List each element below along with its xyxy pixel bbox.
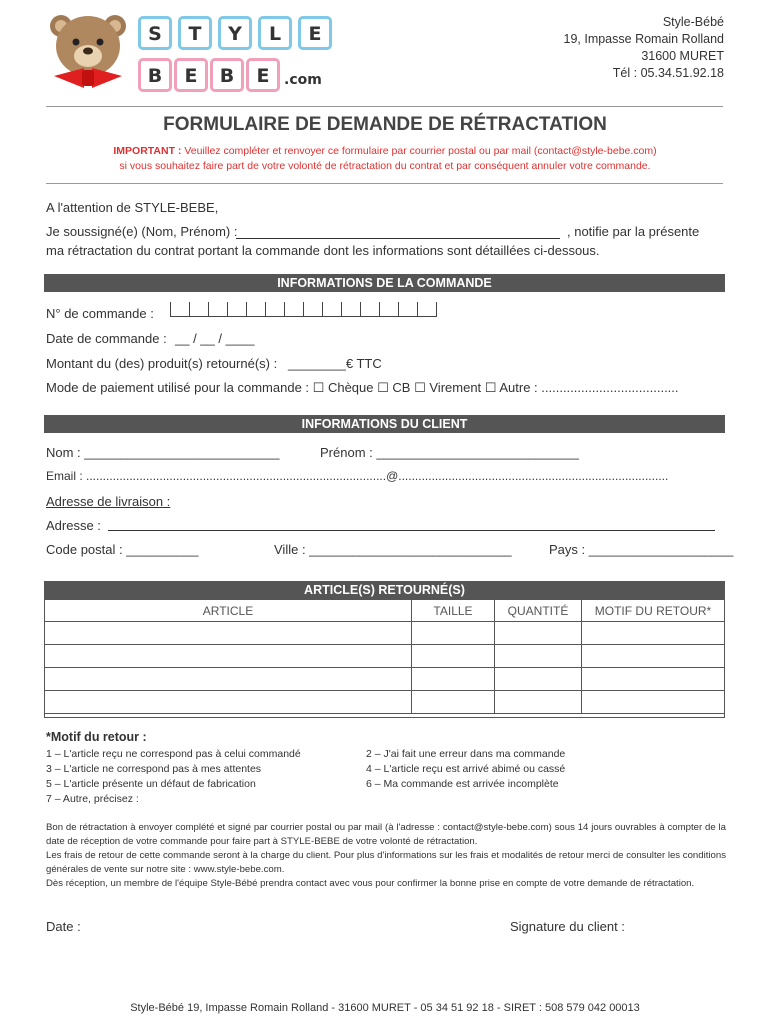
logo-letter-tile: Y [218, 16, 252, 50]
article-cell[interactable] [45, 645, 412, 668]
page-footer: Style-Bébé 19, Impasse Romain Rolland - 31600 MURET - 05 34 51 92 18 - SIRET : 508 579 042 00013 [130, 1002, 640, 1014]
company-street: 19, Impasse Romain Rolland [563, 32, 724, 46]
attention-text: A l'attention de STYLE-BEBE, [46, 200, 219, 215]
client-last-name-field[interactable]: Nom : ___________________________ [46, 445, 280, 460]
reason-item: 7 – Autre, précisez : [46, 793, 139, 805]
address-label: Adresse : [46, 518, 101, 533]
reason-item: 1 – L'article reçu ne correspond pas à celui commandé [46, 748, 301, 760]
client-first-name-field[interactable]: Prénom : ____________________________ [320, 445, 579, 460]
notify-text: , notifie par la présente [567, 224, 700, 239]
checkbox-cheque[interactable]: ☐ [312, 380, 325, 395]
client-email-field[interactable]: Email : ..........................................................................................@................................................................................. [46, 469, 669, 483]
article-cell[interactable] [495, 691, 582, 714]
amount-label: Montant du (des) produit(s) retourné(s) : [46, 356, 278, 371]
payment-option-autre: Autre : ...................................... [499, 380, 679, 395]
reason-item: 5 – L'article présente un défaut de fabrication [46, 778, 256, 790]
country-field[interactable]: Pays : ____________________ [549, 542, 734, 557]
article-row [45, 622, 725, 645]
undersigned-name-field[interactable] [236, 224, 560, 239]
company-name: Style-Bébé [662, 15, 724, 29]
article-cell[interactable] [495, 622, 582, 645]
company-city: 31600 MURET [641, 49, 724, 63]
signature-label: Signature du client : [510, 919, 625, 934]
reasons-heading: *Motif du retour : [46, 730, 147, 744]
article-cell[interactable] [582, 622, 725, 645]
important-notice [0, 144, 770, 174]
logo-letter-tile: B [210, 58, 244, 92]
header-divider [46, 183, 723, 184]
important-label: IMPORTANT : [113, 145, 182, 157]
order-number-boxes[interactable] [170, 302, 437, 317]
logo-letter-tile: E [174, 58, 208, 92]
checkbox-cb[interactable]: ☐ [377, 380, 389, 395]
col-taille: TAILLE [412, 600, 495, 622]
article-row [45, 668, 725, 691]
legal-notice [46, 821, 726, 891]
article-cell[interactable] [582, 645, 725, 668]
client-section-header: INFORMATIONS DU CLIENT [44, 415, 725, 433]
article-cell[interactable] [412, 645, 495, 668]
article-cell[interactable] [582, 691, 725, 714]
logo-letter-tile: T [178, 16, 212, 50]
date-label: Date : [46, 919, 81, 934]
city-field[interactable]: Ville : ____________________________ [274, 542, 512, 557]
postal-code-field[interactable]: Code postal : __________ [46, 542, 199, 557]
important-line2: si vous souhaitez faire part de votre volonté de rétractation du contrat et par conséquent annuler votre commande. [119, 160, 651, 172]
payment-option-cb: CB [392, 380, 411, 395]
article-cell[interactable] [45, 668, 412, 691]
checkbox-virement[interactable]: ☐ [414, 380, 426, 395]
reason-item: 4 – L'article reçu est arrivé abimé ou cassé [366, 763, 566, 775]
articles-section-header: ARTICLE(S) RETOURNÉ(S) [44, 581, 725, 599]
teddy-bear-icon [44, 10, 132, 94]
article-cell[interactable] [45, 691, 412, 714]
order-date-label: Date de commande : [46, 331, 167, 346]
important-line1: Veuillez compléter et renvoyer ce formulaire par courrier postal ou par mail (contact@style-bebe.com) [184, 145, 657, 157]
payment-option-virement: Virement [429, 380, 482, 395]
retraction-text: ma rétractation du contrat portant la commande dont les informations sont détaillées ci-dessous. [46, 243, 600, 258]
article-cell[interactable] [412, 622, 495, 645]
logo-letter-tile: B [138, 58, 172, 92]
order-section-header: INFORMATIONS DE LA COMMANDE [44, 274, 725, 292]
payment-option-cheque: Chèque [327, 380, 374, 395]
reason-item: 6 – Ma commande est arrivée incomplète [366, 778, 559, 790]
legal-paragraph: Bon de rétractation à envoyer complété et signé par courrier postal ou par mail (à l'adresse : contact@style-bebe.com) sous 14 jours ouvrables à compter de la date de réception de votre commande pour faire part à STYLE-BEBE de votre volonté de rétractation. [46, 822, 726, 847]
style-bebe-logo [44, 8, 344, 94]
logo-suffix: .com [284, 72, 322, 88]
articles-header-row [45, 600, 725, 622]
logo-letter-tile: E [246, 58, 280, 92]
logo-letter-tile: S [138, 16, 172, 50]
delivery-address-heading: Adresse de livraison : [46, 494, 171, 509]
payment-label: Mode de paiement utilisé pour la commande : [46, 380, 310, 395]
checkbox-autre[interactable]: ☐ [484, 380, 497, 395]
article-cell[interactable] [495, 668, 582, 691]
reason-item: 2 – J'ai fait une erreur dans ma commande [366, 748, 566, 760]
articles-table [44, 599, 725, 714]
article-cell[interactable] [412, 668, 495, 691]
logo-letter-tile: E [298, 16, 332, 50]
col-motif: MOTIF DU RETOUR* [582, 600, 725, 622]
reasons-right-list [366, 747, 565, 792]
logo-letter-tile: L [258, 16, 292, 50]
page-title: FORMULAIRE DE DEMANDE DE RÉTRACTATION [163, 114, 607, 135]
article-cell[interactable] [45, 622, 412, 645]
top-divider [46, 106, 723, 107]
legal-paragraph: Dès réception, un membre de l'équipe Style-Bébé prendra contact avec vous pour confirmer la bonne prise en compte de votre demande de rétractation. [46, 878, 695, 889]
reasons-left-list [46, 747, 301, 807]
article-cell[interactable] [412, 691, 495, 714]
address-field[interactable] [108, 517, 715, 531]
payment-method-row [46, 380, 679, 396]
company-phone: Tél : 05.34.51.92.18 [612, 66, 724, 80]
company-address [564, 14, 725, 82]
article-row [45, 645, 725, 668]
order-number-label: N° de commande : [46, 306, 154, 321]
amount-field[interactable]: ________€ TTC [288, 356, 382, 371]
legal-paragraph: Les frais de retour de cette commande seront à la charge du client. Pour plus d'informations sur les frais et modalités de retour merci de consulter les conditions générales de vente sur notre site : www.style-bebe.com. [46, 850, 726, 875]
reason-item: 3 – L'article ne correspond pas à mes attentes [46, 763, 262, 775]
undersigned-label: Je soussigné(e) (Nom, Prénom) : [46, 224, 238, 239]
article-cell[interactable] [495, 645, 582, 668]
col-quantite: QUANTITÉ [495, 600, 582, 622]
article-cell[interactable] [582, 668, 725, 691]
article-row [45, 691, 725, 714]
order-date-field[interactable]: __ / __ / ____ [175, 331, 255, 346]
col-article: ARTICLE [45, 600, 412, 622]
